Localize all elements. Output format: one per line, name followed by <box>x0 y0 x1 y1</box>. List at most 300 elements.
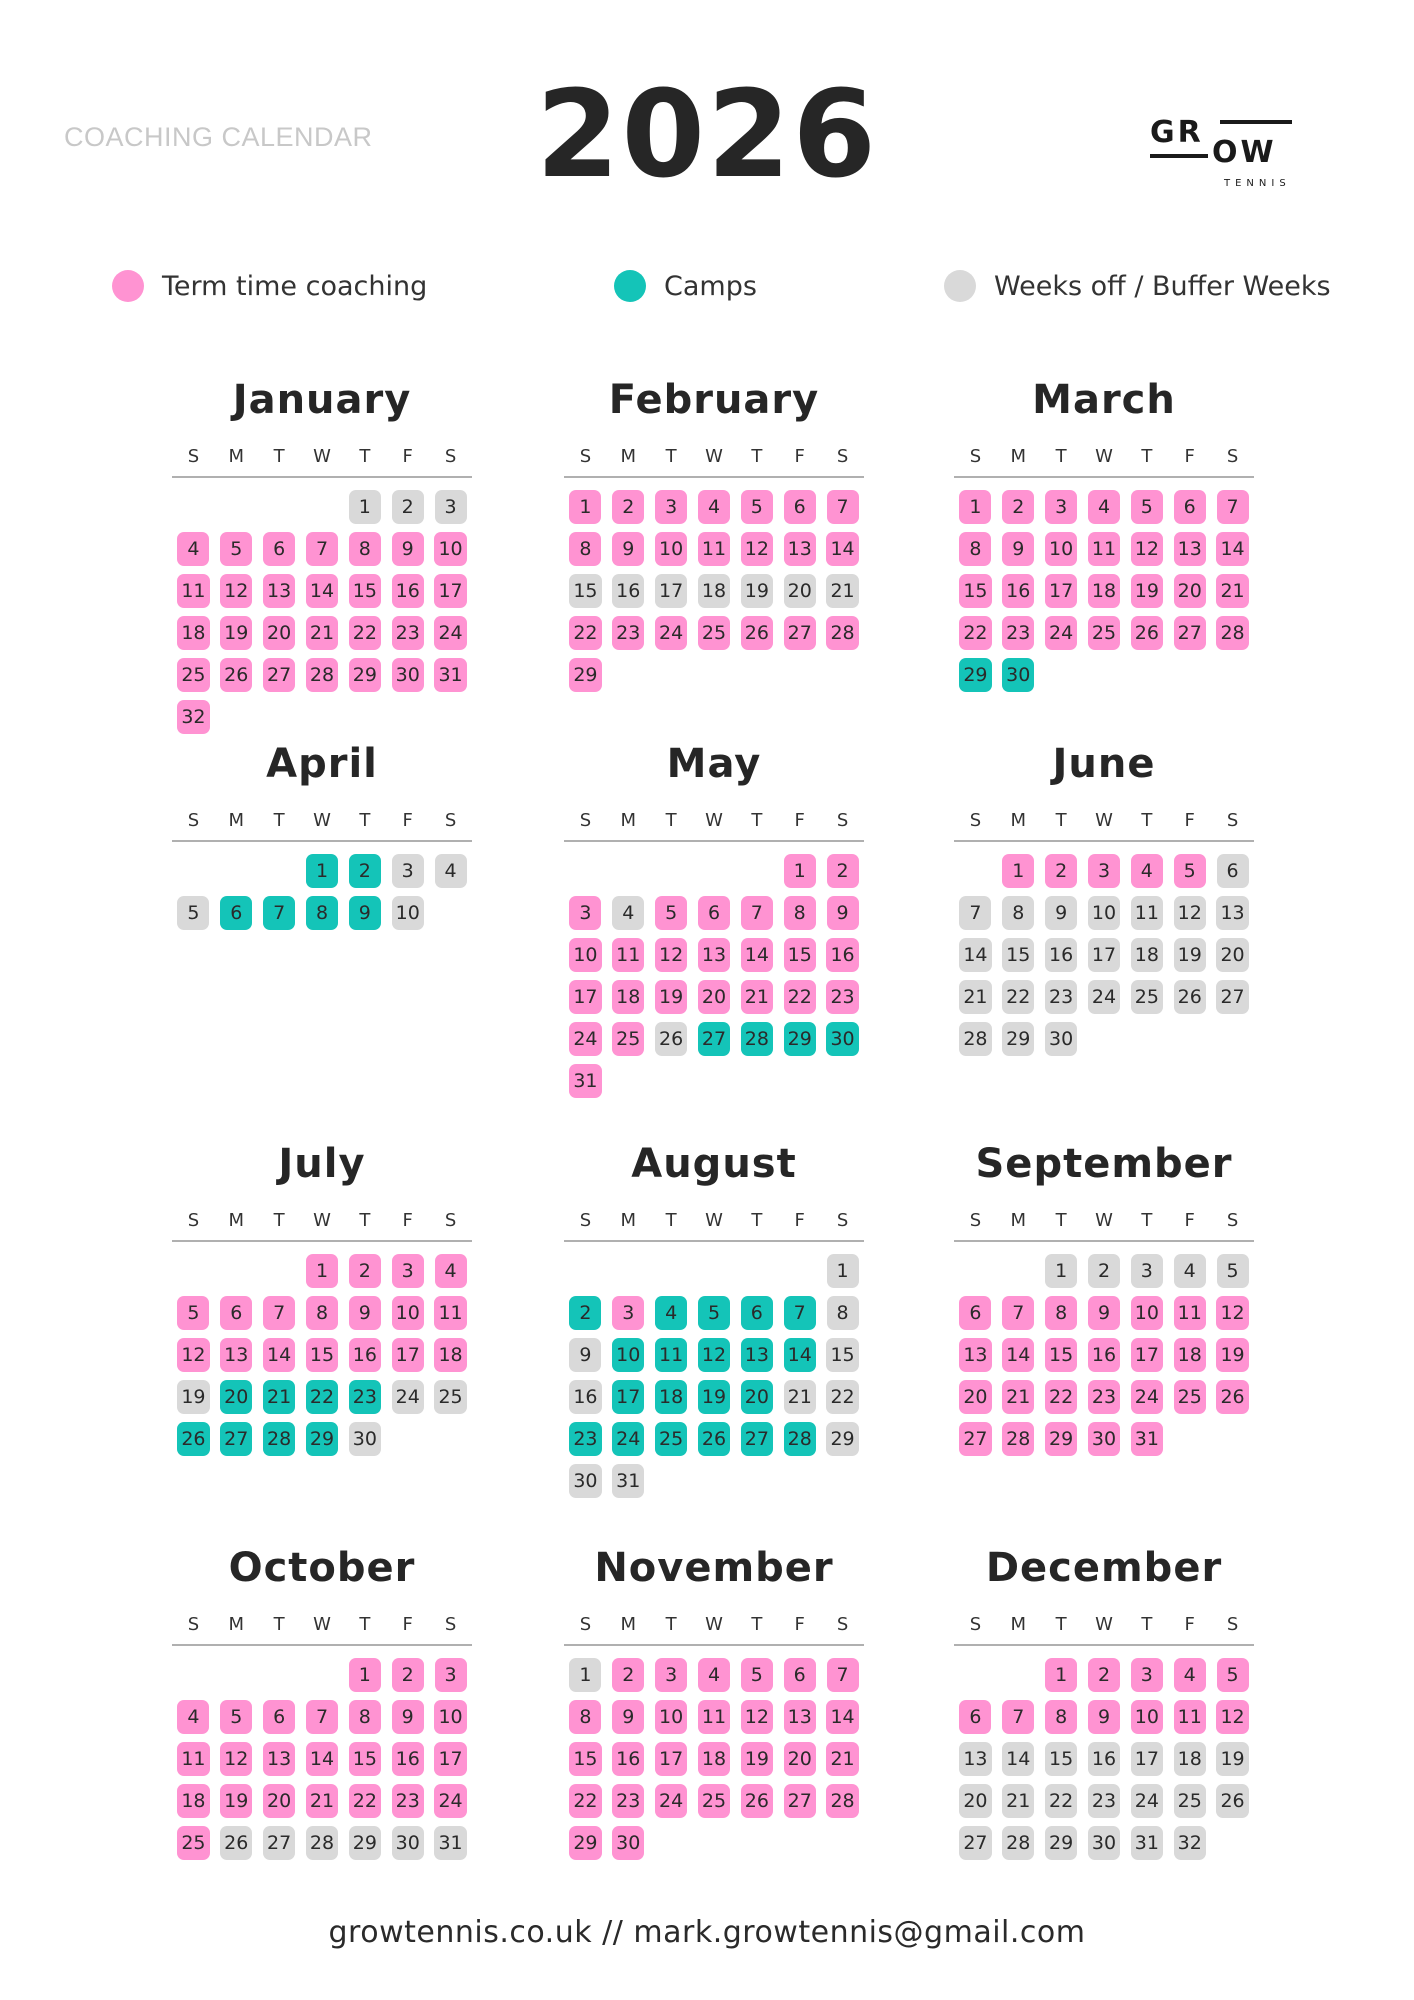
empty-cell <box>172 1654 215 1696</box>
day-cell <box>429 1654 472 1696</box>
weekday-label: F <box>1184 446 1195 467</box>
day-number: 29 <box>959 658 991 692</box>
day-number: 27 <box>1216 980 1248 1014</box>
day-number: 25 <box>698 616 730 650</box>
day-cell <box>1040 1250 1083 1292</box>
day-cell <box>778 1696 821 1738</box>
day-cell <box>607 1460 650 1502</box>
day-cell <box>386 892 429 934</box>
day-number: 3 <box>569 896 601 930</box>
weekday-label: T <box>751 446 763 467</box>
weekday-divider <box>954 476 1254 478</box>
weekday-header <box>564 1614 864 1636</box>
day-cell <box>258 570 301 612</box>
day-cell <box>429 1822 472 1864</box>
day-cell <box>954 934 997 976</box>
day-cell <box>997 1292 1040 1334</box>
day-cell <box>215 1376 258 1418</box>
weekday-label: S <box>1226 446 1239 467</box>
legend-label-off: Weeks off / Buffer Weeks <box>994 270 1331 302</box>
weekday-label: S <box>836 810 849 831</box>
weekday-label: T <box>665 1210 677 1231</box>
day-cell <box>1168 1822 1211 1864</box>
day-number: 9 <box>1088 1296 1120 1330</box>
days-grid <box>172 486 472 738</box>
day-number: 31 <box>434 1826 466 1860</box>
day-number: 27 <box>1174 616 1206 650</box>
day-cell <box>215 570 258 612</box>
day-number: 24 <box>569 1022 601 1056</box>
day-cell <box>954 1018 997 1060</box>
day-cell <box>1168 1334 1211 1376</box>
day-number: 9 <box>349 1296 381 1330</box>
day-cell <box>564 612 607 654</box>
day-cell <box>778 570 821 612</box>
day-number: 10 <box>569 938 601 972</box>
day-cell <box>1040 1654 1083 1696</box>
day-number: 23 <box>392 1784 424 1818</box>
day-cell <box>1083 528 1126 570</box>
day-cell <box>693 1376 736 1418</box>
days-grid <box>172 850 472 934</box>
day-number: 6 <box>741 1296 773 1330</box>
day-cell <box>997 1780 1040 1822</box>
day-cell <box>1168 486 1211 528</box>
day-number: 13 <box>959 1742 991 1776</box>
day-number: 4 <box>612 896 644 930</box>
day-number: 15 <box>826 1338 858 1372</box>
day-number: 29 <box>784 1022 816 1056</box>
day-cell <box>1211 1780 1254 1822</box>
day-cell <box>997 976 1040 1018</box>
day-number: 20 <box>263 616 295 650</box>
day-number: 10 <box>655 1700 687 1734</box>
day-cell <box>1168 1292 1211 1334</box>
day-cell <box>172 1334 215 1376</box>
day-number: 1 <box>349 1658 381 1692</box>
day-number: 23 <box>1045 980 1077 1014</box>
weekday-label: W <box>1095 1210 1113 1231</box>
day-number: 6 <box>263 1700 295 1734</box>
day-cell <box>693 1292 736 1334</box>
weekday-label: T <box>273 446 285 467</box>
day-number: 19 <box>220 1784 252 1818</box>
day-number: 9 <box>1002 532 1034 566</box>
day-number: 23 <box>612 616 644 650</box>
day-number: 27 <box>263 658 295 692</box>
day-number: 23 <box>1088 1784 1120 1818</box>
day-number: 9 <box>569 1338 601 1372</box>
day-number: 29 <box>569 1826 601 1860</box>
day-number: 5 <box>698 1296 730 1330</box>
day-number: 12 <box>741 532 773 566</box>
day-cell <box>1083 1376 1126 1418</box>
day-cell <box>343 1696 386 1738</box>
day-number: 16 <box>392 1742 424 1776</box>
day-cell <box>301 1780 344 1822</box>
day-number: 1 <box>306 854 338 888</box>
day-cell <box>386 1376 429 1418</box>
day-cell <box>778 1738 821 1780</box>
day-number: 25 <box>1174 1380 1206 1414</box>
day-number: 25 <box>1131 980 1163 1014</box>
day-cell <box>1083 1250 1126 1292</box>
day-cell <box>1125 1822 1168 1864</box>
day-cell <box>386 1654 429 1696</box>
weekday-label: F <box>402 1614 413 1635</box>
day-cell <box>301 570 344 612</box>
day-cell <box>650 892 693 934</box>
day-cell <box>778 1654 821 1696</box>
weekday-divider <box>954 840 1254 842</box>
day-cell <box>997 486 1040 528</box>
day-cell <box>778 892 821 934</box>
day-number: 1 <box>306 1254 338 1288</box>
day-cell <box>607 1334 650 1376</box>
day-cell <box>1083 1334 1126 1376</box>
day-number: 3 <box>392 1254 424 1288</box>
day-cell <box>343 1780 386 1822</box>
day-cell <box>778 1018 821 1060</box>
weekday-label: W <box>313 1614 331 1635</box>
empty-cell <box>954 1654 997 1696</box>
day-cell <box>215 892 258 934</box>
day-number: 8 <box>1045 1296 1077 1330</box>
day-number: 12 <box>220 1742 252 1776</box>
day-number: 20 <box>741 1380 773 1414</box>
day-number: 4 <box>698 490 730 524</box>
day-cell <box>735 1418 778 1460</box>
day-number: 26 <box>1174 980 1206 1014</box>
day-number: 7 <box>263 1296 295 1330</box>
weekday-label: T <box>1141 446 1153 467</box>
day-cell <box>693 528 736 570</box>
day-number: 27 <box>741 1422 773 1456</box>
day-cell <box>997 654 1040 696</box>
day-number: 30 <box>1088 1826 1120 1860</box>
day-cell <box>258 1696 301 1738</box>
day-cell <box>564 1376 607 1418</box>
day-cell <box>258 612 301 654</box>
day-number: 7 <box>741 896 773 930</box>
day-cell <box>735 486 778 528</box>
day-cell <box>778 934 821 976</box>
day-cell <box>301 612 344 654</box>
weekday-label: T <box>273 1614 285 1635</box>
day-cell <box>735 1654 778 1696</box>
month-august <box>564 1136 864 1502</box>
empty-cell <box>172 486 215 528</box>
day-number: 18 <box>612 980 644 1014</box>
weekday-label: M <box>620 1614 637 1635</box>
day-number: 16 <box>612 1742 644 1776</box>
day-cell <box>1125 1780 1168 1822</box>
day-cell <box>215 612 258 654</box>
day-cell <box>429 1376 472 1418</box>
weekday-label: F <box>794 1614 805 1635</box>
day-cell <box>301 892 344 934</box>
day-cell <box>778 486 821 528</box>
month-name: March <box>1032 377 1176 423</box>
day-number: 21 <box>306 1784 338 1818</box>
day-number: 23 <box>1002 616 1034 650</box>
day-cell <box>1040 976 1083 1018</box>
day-number: 14 <box>263 1338 295 1372</box>
day-number: 15 <box>1045 1338 1077 1372</box>
day-number: 11 <box>1088 532 1120 566</box>
day-number: 20 <box>220 1380 252 1414</box>
weekday-label: M <box>620 446 637 467</box>
day-cell <box>1083 892 1126 934</box>
day-cell <box>564 654 607 696</box>
days-grid <box>954 1250 1254 1460</box>
day-cell <box>821 850 864 892</box>
day-cell <box>735 1780 778 1822</box>
day-number: 10 <box>1088 896 1120 930</box>
day-cell <box>1125 570 1168 612</box>
day-cell <box>343 1654 386 1696</box>
day-cell <box>172 696 215 738</box>
day-number: 13 <box>263 1742 295 1776</box>
day-number: 18 <box>434 1338 466 1372</box>
day-number: 28 <box>306 1826 338 1860</box>
day-cell <box>301 1334 344 1376</box>
day-cell <box>258 1822 301 1864</box>
day-number: 13 <box>784 1700 816 1734</box>
day-cell <box>735 612 778 654</box>
day-number: 8 <box>306 1296 338 1330</box>
day-cell <box>172 1292 215 1334</box>
day-cell <box>429 1250 472 1292</box>
day-number: 1 <box>1002 854 1034 888</box>
day-cell <box>997 1018 1040 1060</box>
empty-cell <box>215 1654 258 1696</box>
day-cell <box>650 612 693 654</box>
day-cell <box>172 892 215 934</box>
weekday-label: S <box>969 810 982 831</box>
day-number: 14 <box>1216 532 1248 566</box>
day-number: 27 <box>220 1422 252 1456</box>
day-cell <box>1040 1292 1083 1334</box>
weekday-label: W <box>313 810 331 831</box>
day-number: 30 <box>1045 1022 1077 1056</box>
day-cell <box>564 486 607 528</box>
day-cell <box>735 1696 778 1738</box>
day-cell <box>821 934 864 976</box>
day-cell <box>386 1822 429 1864</box>
weekday-label: M <box>228 1614 245 1635</box>
day-number: 22 <box>569 616 601 650</box>
day-number: 18 <box>1174 1338 1206 1372</box>
day-number: 28 <box>784 1422 816 1456</box>
weekday-label: M <box>1010 810 1027 831</box>
day-number: 6 <box>784 1658 816 1692</box>
day-number: 10 <box>1131 1700 1163 1734</box>
day-number: 32 <box>177 700 209 734</box>
day-cell <box>735 1738 778 1780</box>
weekday-label: S <box>969 1210 982 1231</box>
day-cell <box>778 1376 821 1418</box>
day-number: 5 <box>220 1700 252 1734</box>
day-number: 7 <box>306 1700 338 1734</box>
day-number: 17 <box>1088 938 1120 972</box>
weekday-label: T <box>1141 1210 1153 1231</box>
day-number: 22 <box>1002 980 1034 1014</box>
day-number: 26 <box>1131 616 1163 650</box>
day-number: 15 <box>569 1742 601 1776</box>
year-title: 2026 <box>536 66 878 205</box>
day-number: 3 <box>612 1296 644 1330</box>
day-cell <box>821 892 864 934</box>
weekday-label: S <box>187 446 200 467</box>
day-cell <box>1125 1376 1168 1418</box>
day-number: 23 <box>1088 1380 1120 1414</box>
day-cell <box>1168 612 1211 654</box>
weekday-label: W <box>705 810 723 831</box>
weekday-header <box>172 1614 472 1636</box>
day-number: 13 <box>698 938 730 972</box>
day-cell <box>1083 976 1126 1018</box>
day-cell <box>821 1018 864 1060</box>
day-number: 7 <box>263 896 295 930</box>
weekday-label: T <box>1055 1210 1067 1231</box>
day-cell <box>172 1738 215 1780</box>
empty-cell <box>693 1250 736 1292</box>
logo-sub-text: TENNIS <box>1224 178 1291 189</box>
weekday-label: T <box>751 1210 763 1231</box>
day-cell <box>429 486 472 528</box>
weekday-divider <box>564 840 864 842</box>
day-cell <box>301 1418 344 1460</box>
day-cell <box>1040 486 1083 528</box>
day-number: 14 <box>741 938 773 972</box>
day-number: 1 <box>959 490 991 524</box>
day-number: 20 <box>263 1784 295 1818</box>
day-number: 5 <box>1217 1658 1249 1692</box>
weekday-label: M <box>1010 1614 1027 1635</box>
day-number: 14 <box>784 1338 816 1372</box>
day-number: 23 <box>569 1422 601 1456</box>
day-cell <box>429 612 472 654</box>
day-cell <box>343 570 386 612</box>
day-cell <box>1211 612 1254 654</box>
day-cell <box>1168 1250 1211 1292</box>
day-number: 26 <box>741 616 773 650</box>
weekday-header <box>564 1210 864 1232</box>
day-number: 17 <box>655 1742 687 1776</box>
day-cell <box>215 528 258 570</box>
day-cell <box>650 486 693 528</box>
day-cell <box>778 1292 821 1334</box>
day-number: 11 <box>698 1700 730 1734</box>
weekday-label: M <box>620 1210 637 1231</box>
day-number: 25 <box>177 658 209 692</box>
day-number: 23 <box>392 616 424 650</box>
weekday-divider <box>954 1644 1254 1646</box>
day-number: 9 <box>612 532 644 566</box>
day-number: 18 <box>1174 1742 1206 1776</box>
day-cell <box>215 1292 258 1334</box>
day-cell <box>650 528 693 570</box>
day-cell <box>301 850 344 892</box>
day-cell <box>258 1376 301 1418</box>
day-number: 17 <box>434 1742 466 1776</box>
day-cell <box>1211 892 1254 934</box>
day-number: 8 <box>1045 1700 1077 1734</box>
day-cell <box>650 1696 693 1738</box>
day-cell <box>954 612 997 654</box>
day-cell <box>1168 976 1211 1018</box>
day-number: 25 <box>698 1784 730 1818</box>
day-number: 7 <box>827 490 859 524</box>
day-cell <box>693 892 736 934</box>
weekday-label: S <box>187 1210 200 1231</box>
day-number: 11 <box>655 1338 687 1372</box>
legend <box>0 270 1414 310</box>
day-number: 4 <box>698 1658 730 1692</box>
day-number: 7 <box>306 532 338 566</box>
day-number: 5 <box>220 532 252 566</box>
day-cell <box>1211 528 1254 570</box>
day-number: 11 <box>1174 1296 1206 1330</box>
day-number: 24 <box>434 616 466 650</box>
day-cell <box>607 1654 650 1696</box>
day-number: 14 <box>826 1700 858 1734</box>
day-cell <box>821 486 864 528</box>
day-cell <box>1211 1654 1254 1696</box>
day-number: 15 <box>959 574 991 608</box>
month-name: September <box>975 1141 1233 1187</box>
day-number: 25 <box>177 1826 209 1860</box>
day-number: 22 <box>349 1784 381 1818</box>
day-number: 2 <box>392 1658 424 1692</box>
day-number: 26 <box>177 1422 209 1456</box>
day-cell <box>1083 612 1126 654</box>
day-number: 19 <box>741 574 773 608</box>
day-number: 30 <box>569 1464 601 1498</box>
day-number: 24 <box>1088 980 1120 1014</box>
day-cell <box>693 1334 736 1376</box>
weekday-label: M <box>228 810 245 831</box>
days-grid <box>954 850 1254 1060</box>
day-cell <box>650 934 693 976</box>
day-cell <box>386 486 429 528</box>
day-number: 26 <box>741 1784 773 1818</box>
term-dot-icon <box>112 270 144 302</box>
day-number: 24 <box>612 1422 644 1456</box>
day-cell <box>564 1738 607 1780</box>
day-number: 1 <box>569 490 601 524</box>
day-cell <box>1125 934 1168 976</box>
day-number: 13 <box>1174 532 1206 566</box>
day-cell <box>429 1334 472 1376</box>
day-cell <box>1168 892 1211 934</box>
weekday-label: S <box>1226 1210 1239 1231</box>
weekday-label: W <box>313 1210 331 1231</box>
day-cell <box>564 528 607 570</box>
day-cell <box>650 1334 693 1376</box>
day-number: 24 <box>1131 1380 1163 1414</box>
day-cell <box>693 612 736 654</box>
empty-cell <box>607 1250 650 1292</box>
day-cell <box>1125 1418 1168 1460</box>
day-cell <box>301 654 344 696</box>
day-number: 27 <box>784 616 816 650</box>
day-number: 16 <box>1088 1742 1120 1776</box>
weekday-label: T <box>359 446 371 467</box>
day-number: 3 <box>1131 1254 1163 1288</box>
day-number: 28 <box>1002 1826 1034 1860</box>
